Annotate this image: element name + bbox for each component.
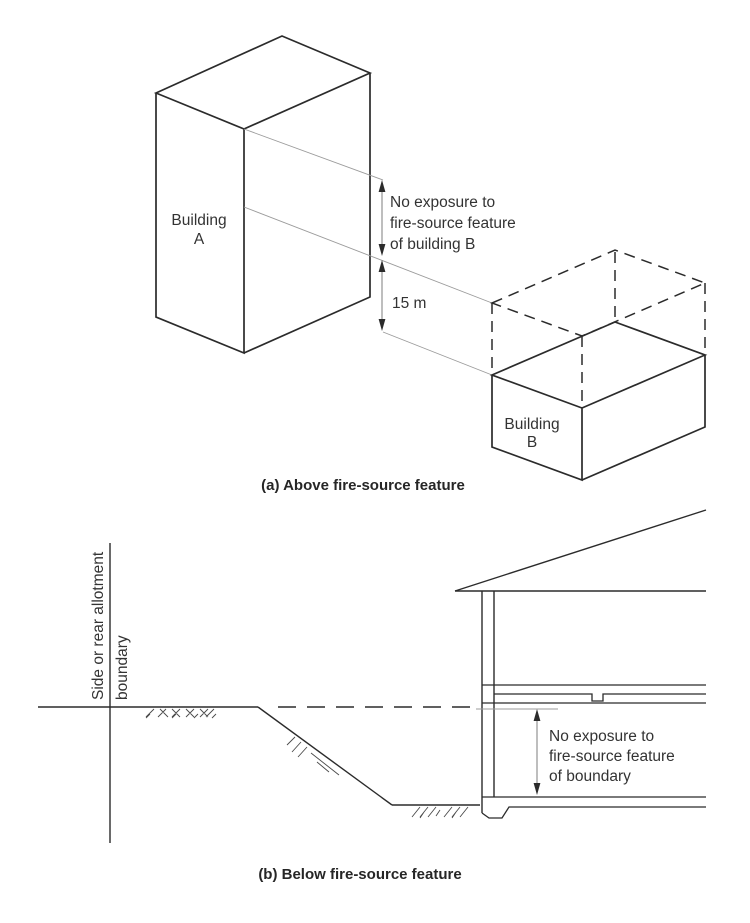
- annotation-b-line1: No exposure to: [549, 728, 655, 745]
- building-b-projected-outline: [492, 250, 705, 405]
- ground-hatch-marks: [146, 709, 216, 718]
- roof-slope-line: [455, 510, 706, 591]
- boundary-label-line2: boundary: [114, 635, 131, 700]
- arrowhead-up-icon: [379, 180, 386, 192]
- arrowhead-down-icon: [534, 783, 541, 795]
- annotation-b: [549, 728, 675, 785]
- annotation-b-line2: fire-source feature: [549, 748, 675, 765]
- boundary-label-line1: Side or rear allotment: [90, 551, 107, 700]
- hatch-stroke-group: [146, 709, 216, 718]
- slope-hatch-marks: [287, 737, 339, 775]
- projection-line-top: [244, 129, 383, 180]
- footing-and-slab-bottom-line: [482, 807, 706, 818]
- projection-line-bottom: [383, 332, 492, 375]
- dimension-arrow-b: [476, 709, 558, 795]
- arrowhead-down-icon: [379, 244, 386, 256]
- dimension-label-15m: 15 m: [392, 295, 427, 312]
- annotation-b-line3: of boundary: [549, 768, 631, 785]
- annotation-a: [390, 194, 516, 253]
- building-a-label-line2: A: [193, 231, 205, 248]
- annotation-a-line3: of building B: [390, 236, 476, 253]
- building-b-outline: [492, 322, 705, 480]
- section-a: [156, 36, 705, 494]
- hatch-stroke-group: [412, 807, 468, 818]
- hatch-stroke-group: [287, 737, 339, 775]
- annotation-a-line2: fire-source feature: [390, 215, 516, 232]
- building-a-label-line1: Building: [171, 212, 227, 229]
- first-floor-bottom-line-with-notch: [494, 694, 706, 701]
- caption-b: (b) Below fire-source feature: [258, 866, 462, 883]
- caption-a: (a) Above fire-source feature: [261, 477, 465, 494]
- annotation-a-line1: No exposure to: [390, 194, 496, 211]
- arrowhead-down-icon: [379, 319, 386, 331]
- dimension-arrow-a: [379, 180, 386, 331]
- building-a-outline: [156, 36, 370, 353]
- building-b-label-line2: B: [526, 434, 538, 451]
- arrowhead-up-icon: [534, 709, 541, 721]
- section-b: [38, 510, 706, 883]
- projected-top-face: [492, 250, 705, 336]
- excavated-hatch-marks: [412, 807, 468, 818]
- excavation-slope-line: [258, 707, 392, 805]
- building-b-label-line1: Building: [504, 416, 560, 433]
